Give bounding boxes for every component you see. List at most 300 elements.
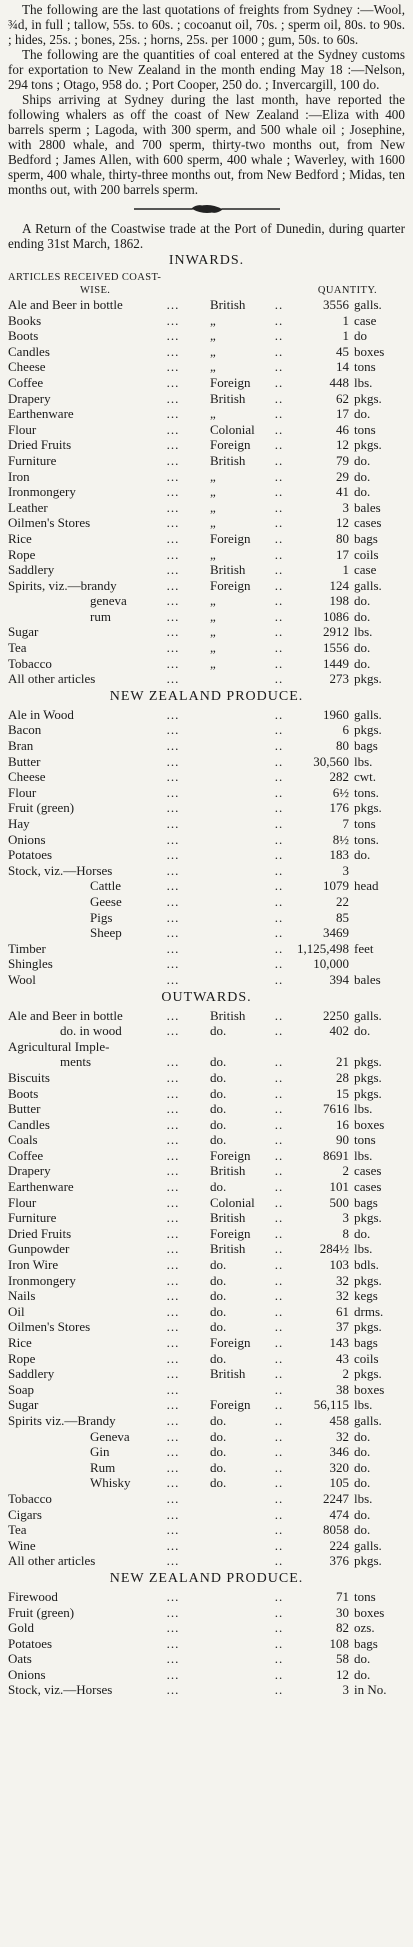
table-row bbox=[8, 1304, 405, 1320]
unit-cell: drms. bbox=[354, 1303, 384, 1319]
article-name: Ale and Beer in bottle bbox=[8, 297, 123, 312]
section-heading: INWARDS. bbox=[168, 253, 245, 268]
leader-dots: .. bbox=[274, 1620, 284, 1636]
unit-cell: galls. bbox=[354, 706, 382, 722]
origin-cell: „ bbox=[210, 484, 216, 500]
table-row bbox=[8, 863, 405, 879]
unit-cell: do. bbox=[354, 655, 371, 671]
origin-cell bbox=[210, 800, 264, 816]
origin-cell bbox=[210, 972, 264, 988]
article-name: Geese bbox=[90, 893, 122, 909]
article-name: All other articles bbox=[8, 671, 96, 687]
quantity-cell: 101 bbox=[329, 1179, 349, 1195]
quantity-cell: 474 bbox=[329, 1506, 349, 1522]
quantity-cell: 448 bbox=[329, 374, 349, 390]
article-name: Tobacco bbox=[8, 1490, 52, 1506]
leader-dots: .. bbox=[274, 1475, 284, 1491]
article-name: Cigars bbox=[8, 1506, 42, 1522]
quantity-cell: 8058 bbox=[323, 1522, 349, 1538]
leader-dots: ... bbox=[166, 1272, 180, 1288]
article-name: Coffee bbox=[8, 374, 44, 390]
leader-dots bbox=[264, 1039, 294, 1055]
leader-dots: ... bbox=[166, 499, 180, 515]
origin-cell: British bbox=[210, 452, 246, 468]
unit-cell: case bbox=[354, 562, 377, 578]
leader-dots: .. bbox=[274, 1522, 284, 1538]
origin-cell: Foreign bbox=[210, 530, 251, 546]
articles-sublabel: WISE. bbox=[80, 285, 111, 296]
origin-cell: „ bbox=[210, 499, 216, 515]
origin-cell: Foreign bbox=[210, 577, 251, 593]
origin-cell bbox=[210, 863, 264, 879]
unit-cell: bdls. bbox=[354, 1257, 379, 1273]
table-row bbox=[8, 391, 405, 407]
leader-dots: .. bbox=[274, 1163, 284, 1179]
table-row bbox=[8, 297, 405, 313]
leader-dots: ... bbox=[166, 1490, 180, 1506]
quantity-cell: 1 bbox=[342, 328, 349, 344]
article-name: Wine bbox=[8, 1537, 36, 1553]
quantity-cell: 8691 bbox=[323, 1147, 349, 1163]
article-name: Butter bbox=[8, 753, 41, 769]
unit-cell: do. bbox=[354, 1506, 371, 1522]
ornamental-divider bbox=[8, 199, 405, 219]
origin-cell: Foreign bbox=[210, 1397, 251, 1413]
table-row bbox=[8, 878, 405, 894]
quantity-cell: 12 bbox=[336, 437, 349, 453]
unit-cell: do. bbox=[354, 452, 371, 468]
origin-cell: do. bbox=[210, 1054, 227, 1070]
leader-dots: ... bbox=[166, 546, 180, 562]
quantity-cell: 82 bbox=[336, 1620, 349, 1636]
leader-dots: ... bbox=[166, 769, 180, 785]
quantity-cell: 28 bbox=[336, 1069, 349, 1085]
origin-cell: „ bbox=[210, 515, 216, 531]
origin-cell bbox=[210, 1636, 264, 1652]
article-name: Soap bbox=[8, 1381, 34, 1397]
origin-cell: do. bbox=[210, 1428, 227, 1444]
leader-dots: .. bbox=[274, 640, 284, 656]
article-name: Ironmongery bbox=[8, 1272, 76, 1288]
origin-cell bbox=[210, 1538, 264, 1554]
unit-cell: galls. bbox=[354, 1537, 382, 1553]
table-row bbox=[8, 800, 405, 816]
article-name: Potatoes bbox=[8, 1635, 53, 1651]
unit-cell: lbs. bbox=[354, 1397, 373, 1413]
quantity-cell: 1960 bbox=[323, 706, 349, 722]
leader-dots: .. bbox=[274, 624, 284, 640]
table-row bbox=[8, 1460, 405, 1476]
table-row bbox=[8, 1351, 405, 1367]
origin-cell bbox=[210, 671, 264, 687]
table-row bbox=[8, 832, 405, 848]
quantity-cell: 17 bbox=[336, 406, 349, 422]
section-heading: NEW ZEALAND PRODUCE. bbox=[109, 1570, 304, 1586]
leader-dots: ... bbox=[166, 1163, 180, 1179]
quantity-cell: 14 bbox=[336, 359, 349, 375]
leader-dots: .. bbox=[274, 515, 284, 531]
leader-dots: ... bbox=[166, 1085, 180, 1101]
origin-cell bbox=[210, 1605, 264, 1621]
leader-dots: .. bbox=[274, 1459, 284, 1475]
leader-dots: .. bbox=[274, 1444, 284, 1460]
leader-dots: .. bbox=[274, 1381, 284, 1397]
quantity-cell: 1 bbox=[342, 562, 349, 578]
leader-dots: ... bbox=[166, 1132, 180, 1148]
leader-dots: ... bbox=[166, 1288, 180, 1304]
quantity-cell: 3469 bbox=[323, 925, 349, 941]
leader-dots: .. bbox=[274, 1350, 284, 1366]
origin-cell: do. bbox=[210, 1319, 227, 1335]
table-row bbox=[8, 406, 405, 422]
quantity-cell: 346 bbox=[329, 1444, 349, 1460]
article-name: Candles bbox=[8, 343, 50, 359]
quantity-cell: 3556 bbox=[323, 297, 349, 312]
quantity-cell: 29 bbox=[336, 468, 349, 484]
quantity-cell: 2250 bbox=[323, 1007, 349, 1023]
table-row bbox=[8, 671, 405, 687]
table-row bbox=[8, 1636, 405, 1652]
unit-cell: pkgs. bbox=[354, 671, 382, 687]
table-row bbox=[8, 707, 405, 723]
leader-dots: ... bbox=[166, 1553, 180, 1569]
quantity-cell: 32 bbox=[336, 1288, 349, 1304]
article-name: Furniture bbox=[8, 452, 57, 468]
unit-cell: case bbox=[354, 312, 377, 328]
table-row bbox=[8, 484, 405, 500]
leader-dots: .. bbox=[274, 452, 284, 468]
leader-dots: ... bbox=[166, 831, 180, 847]
article-name: Gunpowder bbox=[8, 1241, 70, 1257]
table-row bbox=[8, 894, 405, 910]
leader-dots: ... bbox=[166, 878, 180, 894]
quantity-cell: 85 bbox=[336, 909, 349, 925]
table-row bbox=[8, 754, 405, 770]
leader-dots: .. bbox=[274, 706, 284, 722]
quantity-cell: 17 bbox=[336, 546, 349, 562]
unit-cell: galls. bbox=[354, 1412, 382, 1428]
table-rows bbox=[8, 707, 405, 988]
table-row bbox=[8, 1382, 405, 1398]
origin-cell: do. bbox=[210, 1257, 227, 1273]
unit-cell: do. bbox=[354, 640, 371, 656]
article-name: Coffee bbox=[8, 1147, 44, 1163]
unit-cell: head bbox=[354, 878, 379, 894]
leader-dots: ... bbox=[166, 1319, 180, 1335]
leader-dots: ... bbox=[166, 1210, 180, 1226]
table-row bbox=[8, 1397, 405, 1413]
quantity-cell: 8 bbox=[342, 1225, 349, 1241]
unit-cell: lbs. bbox=[354, 624, 373, 640]
unit-cell: do. bbox=[354, 1522, 371, 1538]
quantity-cell: 41 bbox=[336, 484, 349, 500]
table-row bbox=[8, 1257, 405, 1273]
quantity-cell bbox=[294, 1039, 352, 1055]
leader-dots: .. bbox=[274, 374, 284, 390]
article-name: Drapery bbox=[8, 390, 51, 406]
origin-cell: „ bbox=[210, 608, 216, 624]
quantity-cell: 7 bbox=[342, 816, 349, 831]
leader-dots: .. bbox=[274, 1069, 284, 1085]
table-row bbox=[8, 1589, 405, 1605]
quantity-cell: 12 bbox=[336, 515, 349, 531]
quantity-cell: 198 bbox=[329, 593, 349, 609]
origin-cell: British bbox=[210, 1241, 246, 1257]
origin-cell: „ bbox=[210, 359, 216, 375]
article-name: Stock, viz.—Horses bbox=[8, 1682, 113, 1698]
table-row bbox=[8, 1117, 405, 1133]
article-name: Leather bbox=[8, 499, 48, 515]
quantity-cell: 80 bbox=[336, 530, 349, 546]
origin-cell: „ bbox=[210, 546, 216, 562]
table-row bbox=[8, 1651, 405, 1667]
leader-dots: .. bbox=[274, 956, 284, 972]
leader-dots: ... bbox=[166, 421, 180, 437]
table-rows bbox=[8, 297, 405, 687]
leader-dots: .. bbox=[274, 878, 284, 894]
leader-dots: .. bbox=[274, 484, 284, 500]
quantity-cell: 3 bbox=[342, 1210, 349, 1226]
quantity-cell: 6 bbox=[342, 722, 349, 738]
leader-dots: .. bbox=[274, 593, 284, 609]
article-name: Sugar bbox=[8, 624, 39, 640]
leader-dots: .. bbox=[274, 816, 284, 831]
articles-heading bbox=[8, 271, 161, 297]
origin-cell: Foreign bbox=[210, 437, 251, 453]
article-name: Coals bbox=[8, 1132, 38, 1148]
quantity-cell: 2912 bbox=[323, 624, 349, 640]
leader-dots: ... bbox=[166, 437, 180, 453]
leader-dots: ... bbox=[166, 1428, 180, 1444]
table-row bbox=[8, 313, 405, 329]
unit-cell: coils bbox=[354, 546, 379, 562]
article-name: Oilmen's Stores bbox=[8, 515, 91, 531]
section-heading: OUTWARDS. bbox=[161, 989, 252, 1005]
leader-dots: .. bbox=[274, 1194, 284, 1210]
article-name: Earthenware bbox=[8, 1179, 74, 1195]
quantity-cell: 3 bbox=[342, 1682, 349, 1698]
unit-cell: lbs. bbox=[354, 1241, 373, 1257]
table-row bbox=[8, 1667, 405, 1683]
leader-dots: ... bbox=[166, 640, 180, 656]
quantity-cell: 402 bbox=[329, 1023, 349, 1039]
leader-dots: ... bbox=[166, 1225, 180, 1241]
unit-cell: bags bbox=[354, 1335, 378, 1350]
origin-cell bbox=[210, 738, 264, 754]
article-name: geneva bbox=[90, 593, 127, 609]
table-row bbox=[8, 515, 405, 531]
paragraph: The following are the quantities of coal entered at the Sydney customs for exportation to New Zealand in the month ending May 18 :—Nelson, 294 tons ; Otago, 958 do. ; Port Cooper, 250 do. ; Invercargill, 100 do. bbox=[8, 47, 405, 92]
article-name: Gold bbox=[8, 1620, 34, 1636]
origin-cell bbox=[210, 925, 264, 941]
table-row bbox=[8, 956, 405, 972]
origin-cell: do. bbox=[210, 1272, 227, 1288]
article-name: Iron bbox=[8, 468, 30, 484]
leader-dots: .. bbox=[274, 1179, 284, 1195]
article-name: rum bbox=[90, 608, 111, 624]
unit-cell: ozs. bbox=[354, 1620, 375, 1636]
article-name: Bacon bbox=[8, 722, 42, 738]
unit-cell: boxes bbox=[354, 1116, 385, 1132]
origin-cell: „ bbox=[210, 312, 216, 328]
leader-dots: ... bbox=[166, 1303, 180, 1319]
article-name: Rope bbox=[8, 546, 36, 562]
origin-cell: British bbox=[210, 1007, 246, 1023]
unit-cell: in No. bbox=[354, 1682, 387, 1698]
shipping-paragraphs bbox=[8, 2, 405, 197]
origin-cell bbox=[210, 1682, 264, 1698]
leader-dots: .. bbox=[274, 1604, 284, 1620]
article-name: Rope bbox=[8, 1350, 36, 1366]
origin-cell bbox=[210, 1491, 264, 1507]
unit-cell: tons. bbox=[354, 784, 379, 800]
unit-cell: do. bbox=[354, 1651, 371, 1667]
article-name: Tea bbox=[8, 640, 27, 656]
leader-dots: .. bbox=[274, 1537, 284, 1553]
origin-cell: do. bbox=[210, 1179, 227, 1195]
table-row bbox=[8, 1023, 405, 1039]
leader-dots: ... bbox=[166, 1007, 180, 1023]
leader-dots: ... bbox=[166, 1116, 180, 1132]
article-name: Tea bbox=[8, 1522, 27, 1538]
article-name: Sheep bbox=[90, 925, 122, 941]
unit-cell: coils bbox=[354, 1350, 379, 1366]
leader-dots: ... bbox=[166, 671, 180, 687]
article-name: Onions bbox=[8, 831, 46, 847]
origin-cell bbox=[210, 910, 264, 926]
table-row bbox=[8, 1682, 405, 1698]
article-name: Oats bbox=[8, 1651, 32, 1667]
leader-dots: ... bbox=[166, 1241, 180, 1257]
leader-dots: ... bbox=[166, 1620, 180, 1636]
table-row bbox=[8, 1620, 405, 1636]
origin-cell: do. bbox=[210, 1303, 227, 1319]
quantity-cell: 46 bbox=[336, 421, 349, 437]
leader-dots: .. bbox=[274, 1257, 284, 1273]
quantity-cell: 1086 bbox=[323, 608, 349, 624]
article-name: Ale and Beer in bottle bbox=[8, 1007, 123, 1023]
leader-dots: ... bbox=[166, 738, 180, 754]
article-name: Wool bbox=[8, 971, 36, 987]
origin-cell: Foreign bbox=[210, 1335, 251, 1350]
table-row bbox=[8, 1366, 405, 1382]
leader-dots: ... bbox=[166, 1147, 180, 1163]
leader-dots: .. bbox=[274, 769, 284, 785]
table-row bbox=[8, 1008, 405, 1024]
unit-cell: lbs. bbox=[354, 1101, 373, 1117]
leader-dots: ... bbox=[166, 1069, 180, 1085]
leader-dots: .. bbox=[274, 1054, 284, 1070]
table-row bbox=[8, 656, 405, 672]
leader-dots: .. bbox=[274, 468, 284, 484]
quantity-cell: 43 bbox=[336, 1350, 349, 1366]
leader-dots: .. bbox=[274, 1490, 284, 1506]
leader-dots: .. bbox=[274, 1241, 284, 1257]
table-row bbox=[8, 469, 405, 485]
origin-cell bbox=[210, 1039, 264, 1055]
leader-dots: ... bbox=[166, 624, 180, 640]
table-row bbox=[8, 722, 405, 738]
leader-dots: ... bbox=[166, 390, 180, 406]
leader-dots: ... bbox=[166, 468, 180, 484]
leader-dots: ... bbox=[166, 1381, 180, 1397]
leader-dots: .. bbox=[274, 562, 284, 578]
leader-dots: .. bbox=[274, 608, 284, 624]
article-name: Cheese bbox=[8, 359, 46, 375]
article-name: Potatoes bbox=[8, 847, 53, 863]
origin-cell bbox=[210, 1522, 264, 1538]
unit-cell: pkgs. bbox=[354, 1319, 382, 1335]
table-rows bbox=[8, 1008, 405, 1569]
unit-cell: lbs. bbox=[354, 1490, 373, 1506]
table-row bbox=[8, 593, 405, 609]
article-name: Boots bbox=[8, 328, 39, 344]
table-row bbox=[8, 1491, 405, 1507]
leader-dots: ... bbox=[166, 312, 180, 328]
leader-dots: .. bbox=[274, 499, 284, 515]
article-name: Ale in Wood bbox=[8, 706, 74, 722]
origin-cell: British bbox=[210, 1210, 246, 1226]
quantity-cell: 124 bbox=[329, 577, 349, 593]
leader-dots: .. bbox=[274, 546, 284, 562]
ornament-rule-icon bbox=[132, 202, 282, 216]
origin-cell bbox=[210, 769, 264, 785]
leader-dots: .. bbox=[274, 1101, 284, 1117]
article-name: Fruit (green) bbox=[8, 800, 75, 816]
quantity-cell: 12 bbox=[336, 1666, 349, 1682]
table-row bbox=[8, 1605, 405, 1621]
leader-dots: ... bbox=[166, 1588, 180, 1604]
quantity-cell: 320 bbox=[329, 1459, 349, 1475]
origin-cell bbox=[210, 816, 264, 832]
table-row bbox=[8, 1101, 405, 1117]
unit-cell: do. bbox=[354, 1666, 371, 1682]
leader-dots: ... bbox=[166, 722, 180, 738]
origin-cell bbox=[210, 707, 264, 723]
origin-cell: do. bbox=[210, 1132, 227, 1148]
section-heading: NEW ZEALAND PRODUCE. bbox=[109, 688, 304, 704]
table-row bbox=[8, 1288, 405, 1304]
unit-cell: cases bbox=[354, 1163, 382, 1179]
leader-dots: ... bbox=[166, 1350, 180, 1366]
quantity-cell: 7616 bbox=[323, 1101, 349, 1117]
unit-cell: lbs. bbox=[354, 374, 373, 390]
unit-cell: tons bbox=[354, 359, 376, 375]
unit-cell: tons bbox=[354, 1132, 376, 1148]
article-name: Rum bbox=[90, 1459, 116, 1475]
leader-dots: .. bbox=[274, 1651, 284, 1667]
article-name: Drapery bbox=[8, 1163, 51, 1179]
column-headings bbox=[8, 271, 405, 297]
unit-cell: pkgs. bbox=[354, 1085, 382, 1101]
quantity-cell: 1079 bbox=[323, 878, 349, 894]
leader-dots: .. bbox=[274, 909, 284, 925]
leader-dots: .. bbox=[274, 421, 284, 437]
table-row bbox=[8, 344, 405, 360]
unit-cell: pkgs. bbox=[354, 390, 382, 406]
leader-dots: ... bbox=[166, 753, 180, 769]
article-name: Iron Wire bbox=[8, 1257, 59, 1273]
origin-cell bbox=[210, 941, 264, 957]
leader-dots: .. bbox=[274, 297, 284, 312]
leader-dots: .. bbox=[274, 738, 284, 754]
article-name: Rice bbox=[8, 1335, 32, 1350]
quantity-cell: 284½ bbox=[319, 1241, 349, 1257]
unit-cell bbox=[352, 863, 402, 879]
article-name: Shingles bbox=[8, 956, 53, 972]
unit-cell: bales bbox=[354, 971, 381, 987]
table-row bbox=[8, 640, 405, 656]
